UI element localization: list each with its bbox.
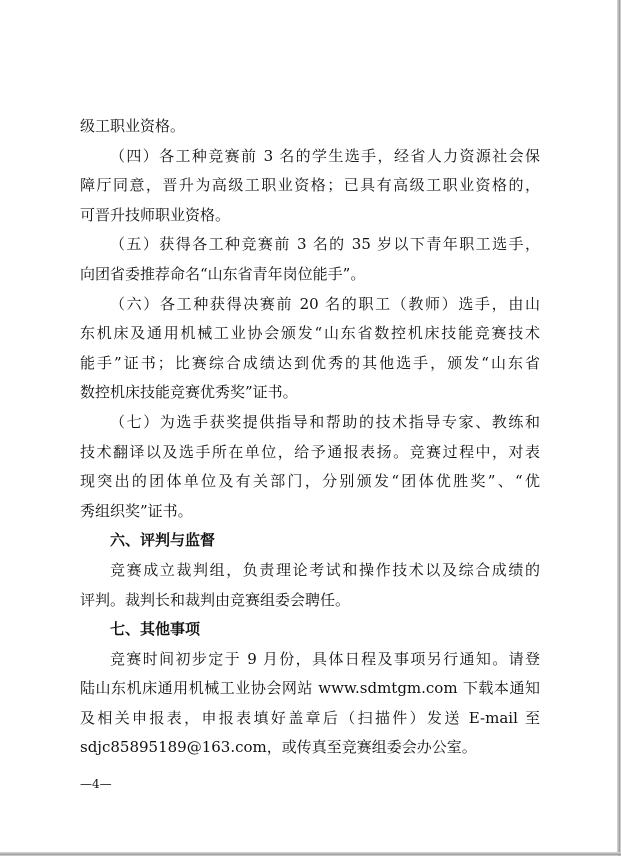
paragraph-line: 陆山东机床通用机械工业协会网站 www.sdmtgm.com 下载本通知	[80, 679, 540, 698]
paragraph-line: 技术翻译以及选手所在单位，给予通报表扬。竞赛过程中，对表	[80, 442, 540, 461]
paragraph-line: （七）为选手获奖提供指导和帮助的技术指导专家、教练和	[110, 412, 540, 431]
paragraph-line: 级工职业资格。	[80, 117, 186, 135]
paragraph-line: 及相关申报表，申报表填好盖章后（扫描件）发送 E-mail 至	[80, 708, 540, 727]
page-number: —4—	[80, 777, 112, 791]
section-heading-evaluation: 六、评判与监督	[110, 531, 216, 550]
paragraph-line: 评判。裁判长和裁判由竞赛组委会聘任。	[80, 590, 351, 609]
paragraph-line: sdjc85895189@163.com，或传真至竞赛组委会办公室。	[80, 738, 477, 757]
paragraph-line: 竞赛时间初步定于 9 月份，具体日程及事项另行通知。请登	[110, 649, 540, 668]
page-shadow-bottom	[0, 852, 621, 855]
paragraph-line: 东机床及通用机械工业协会颁发“山东省数控机床技能竞赛技术	[80, 324, 540, 343]
paragraph-line: （四）各工种竞赛前 3 名的学生选手，经省人力资源社会保	[110, 146, 540, 165]
paragraph-line: 秀组织奖”证书。	[80, 501, 193, 520]
document-body	[80, 112, 540, 763]
paragraph-line: （六）各工种获得决赛前 20 名的职工（教师）选手，由山	[110, 294, 540, 313]
paragraph-line: 可晋升技师职业资格。	[80, 205, 231, 224]
page-shadow-right	[617, 0, 620, 856]
section-heading-other: 七、其他事项	[110, 620, 201, 639]
paragraph-line: 竞赛成立裁判组，负责理论考试和操作技术以及综合成绩的	[110, 560, 540, 579]
paragraph-line: 能手”证书；比赛综合成绩达到优秀的其他选手，颁发“山东省	[80, 353, 540, 372]
paragraph-line: 向团省委推荐命名“山东省青年岗位能手”。	[80, 264, 366, 283]
paragraph-line: 障厅同意，晋升为高级工职业资格；已具有高级工职业资格的，	[80, 176, 540, 195]
paragraph-line: 现突出的团体单位及有关部门，分别颁发“团体优胜奖”、“优	[80, 472, 540, 491]
paragraph-line: 数控机床技能竞赛优秀奖”证书。	[80, 383, 298, 402]
paragraph-line: （五）获得各工种竞赛前 3 名的 35 岁以下青年职工选手，	[110, 235, 540, 254]
